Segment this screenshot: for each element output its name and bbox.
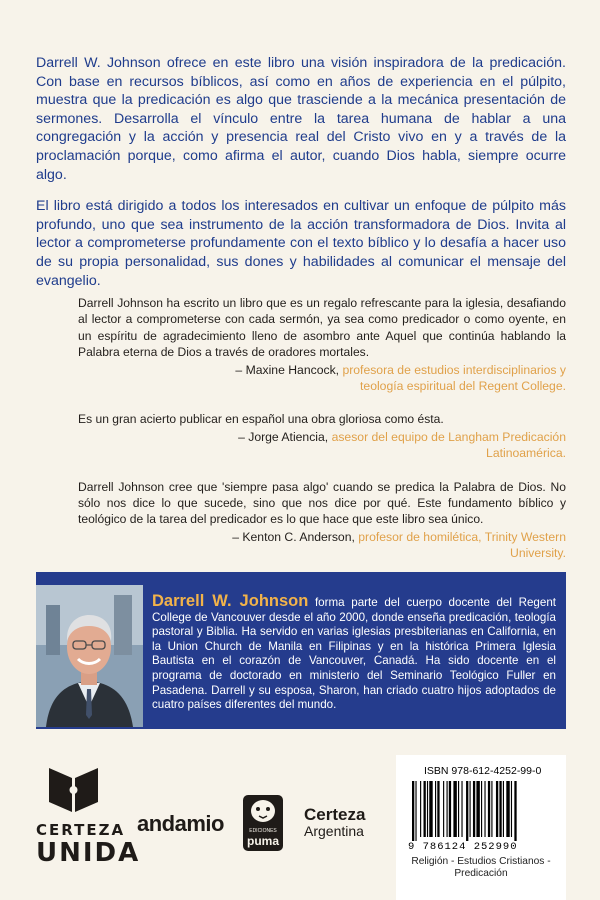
barcode-bar [511,781,512,837]
endorser-name: – Maxine Hancock, [235,362,343,377]
certeza-unida-word-2: UNIDA [36,838,141,868]
isbn-number: ISBN 978-612-4252-99-0 [424,765,542,777]
endorsement-hancock [78,295,566,394]
barcode-bar [496,781,498,837]
barcode-bar [443,781,444,837]
endorsement-text: Darrell Johnson ha escrito un libro que es un regalo refrescante para la iglesia, desafiando al lector a comprometerse con cada sermón, ya sea como predicador o como oyente, en un espíritu de agradecimiento lleno de asombro ante Aquel que continúa hablando la Palabra eterna de Dios a través de oradores mortales. [78,296,566,360]
author-photo [36,585,143,727]
barcode-panel [396,755,566,900]
argentina-word: Argentina [304,823,364,839]
barcode-bar [491,781,492,837]
endorser-role-continued: Latinoamérica. [486,446,566,461]
endorsement-anderson [78,479,566,562]
certeza-unida-word-1: CERTEZA [36,821,126,839]
barcode-digits: 9 786124 252990 [408,841,518,853]
barcode-bar [484,781,485,837]
barcode-bar [437,781,439,837]
endorsement-atiencia [78,411,566,461]
barcode-bar [481,781,482,837]
author-bio-body: forma parte del cuerpo docente del Regent College de Vancouver desde el año 2000, donde enseña predicación, teología pastoral y Biblia. Ha servido en varias iglesias presbiterianas en California, en la Union Church de Manila en Filipinas y en la histórica Primera Iglesia Bautista en el corazón de Vancouver, Canadá. Ha sido docente en el programa de doctorado en ministerio del Seminario Teológico Fuller en Pasadena. Darrell y su esposa, Sharon, han criado cuatro hijos adoptados de cuatro países diferentes del mundo. [152,596,556,712]
endorser-role: asesor del equipo de Langham Predicación [331,429,566,444]
puma-name: puma [246,834,280,848]
barcode-bar [412,781,414,841]
barcode-bar [458,781,459,837]
endorsement-text: Darrell Johnson cree que 'siempre pasa algo' cuando se predica la Palabra de Dios. No sólo nos dice lo que sucede, sino que nos dice por qué. Este fundamento bíblico y teológico de la tarea del predicador es lo que hace que este libro sea único. [78,479,566,527]
description-paragraph-2: El libro está dirigido a todos los interesados en cultivar un enfoque de púlpito más profundo, uno que sea instrumento de la acción transformadora de Dios. Invita al lector a comprometerse profundamente con el texto bíblico y lo desafía a hacer uso de su propia personalidad, sus dones y habilidades al comunicar el mensaje del evangelio. [36,198,566,289]
certeza-word: Certeza [304,805,366,824]
barcode-bar [429,781,432,837]
endorsement-attribution [78,429,566,462]
barcode-bar [473,781,475,837]
endorser-name: – Kenton C. Anderson, [232,529,359,544]
certeza-argentina-logo [304,805,374,839]
barcode-bar [470,781,471,837]
category-line-2: Predicación [454,868,508,879]
description-paragraph-1: Darrell W. Johnson ofrece en este libro una visión inspiradora de la predicación. Con base en recursos bíblicos, así como en años de experiencia en el púlpito, muestra que la predicación es algo que trasciende a la mecánica presentación de sermones. Desarrolla el vínculo entre la tarea humana de hablar a una congregación y la acción y presencia real del Cristo vivo en y a través de la proclamación porque, como afirma el autor, cuando Dios habla, siempre ocurre algo. [36,55,566,183]
barcode-bar [499,781,501,837]
book-icon [36,762,111,812]
barcode-bar [427,781,428,837]
barcode-bar [453,781,456,837]
endorser-role-continued: University. [510,546,566,561]
author-bio-text [152,594,556,713]
ediciones-puma-logo [243,795,283,851]
barcode-bar [476,781,479,837]
barcode-bar [466,781,468,841]
barcode-bar [488,781,490,837]
endorsement-attribution [78,529,566,562]
endorser-role: profesora de estudios interdisciplinarios y [342,362,566,377]
endorsement-attribution [78,362,566,395]
barcode [412,781,552,841]
barcode-bar [447,781,448,837]
andamio-logo: andamio [137,811,224,836]
puma-label: EDICIONES [249,828,277,834]
barcode-bar [506,781,509,837]
barcode-bar [424,781,426,837]
barcode-bar [514,781,516,841]
category-line-1: Religión - Estudios Cristianos - [411,856,551,867]
endorser-role-continued: teología espiritual del Regent College. [360,379,566,394]
certeza-unida-logo [36,762,141,874]
endorser-role: profesor de homilética, Trinity Western [358,529,566,544]
barcode-bar [420,781,421,837]
barcode-bar [461,781,462,837]
barcode-bar [449,781,451,837]
book-category [396,856,566,880]
endorser-name: – Jorge Atiencia, [238,429,332,444]
book-description [36,54,566,303]
author-bio-panel [36,572,566,729]
endorsements [78,295,566,579]
endorsement-text: Es un gran acierto publicar en español una obra gloriosa como ésta. [78,412,444,427]
barcode-bar [503,781,504,837]
author-name: Darrell W. Johnson [152,592,309,610]
barcode-bar [415,781,416,841]
barcode-bar [435,781,436,837]
